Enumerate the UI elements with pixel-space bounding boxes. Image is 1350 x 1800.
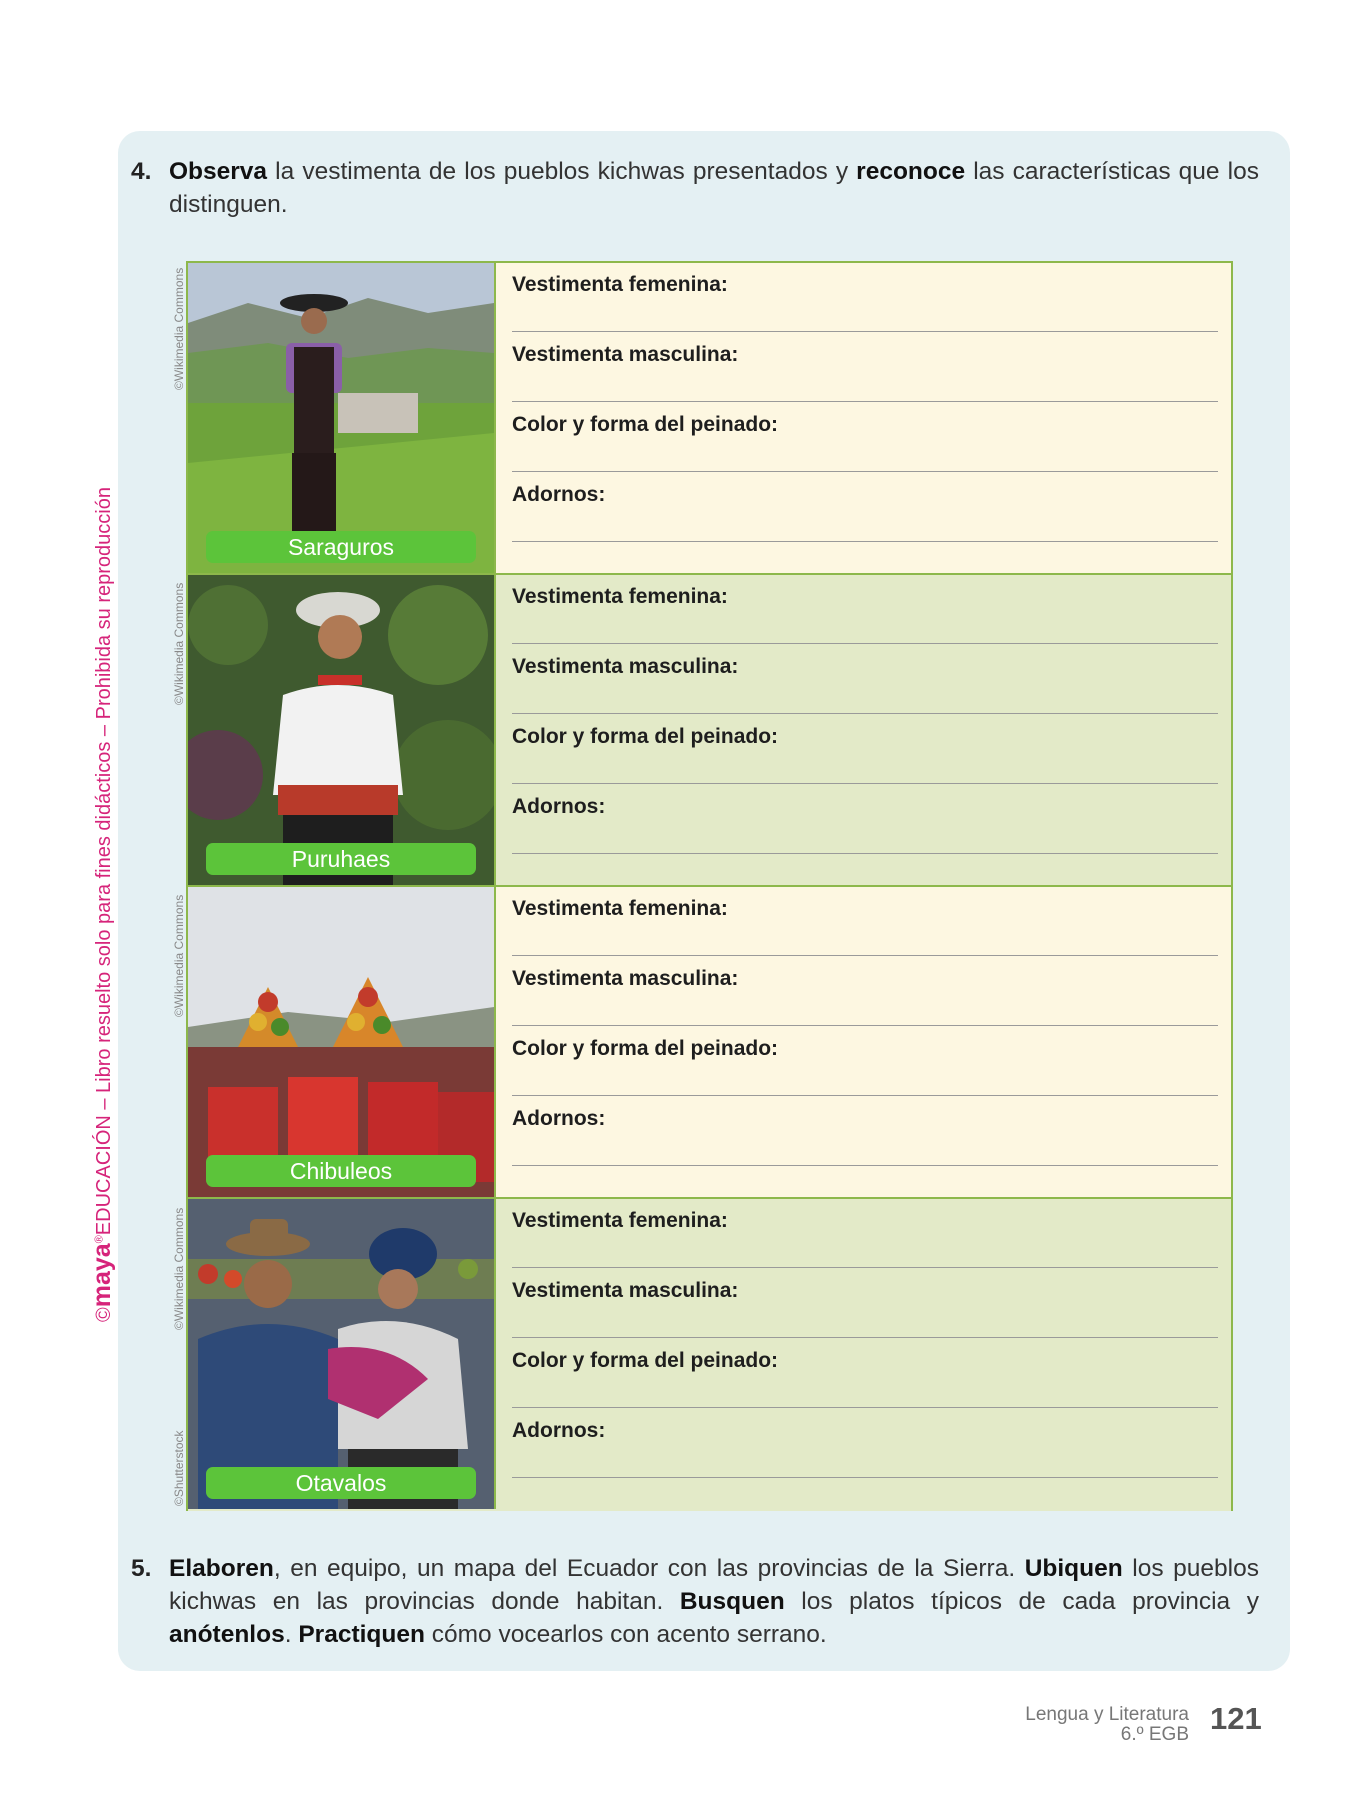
field-vestimenta-femenina[interactable]: Vestimenta femenina: [506, 1199, 1218, 1269]
subject-name: Lengua y Literatura [1025, 1704, 1189, 1725]
chibuleos-photo [188, 887, 496, 1197]
question-number: 5. [131, 1555, 152, 1582]
answer-line [512, 401, 1218, 402]
field-vestimenta-masculina[interactable]: Vestimenta masculina: [506, 333, 1218, 403]
field-peinado[interactable]: Color y forma del peinado: [506, 1339, 1218, 1409]
observation-table [186, 261, 1233, 1511]
field-adornos[interactable]: Adornos: [506, 1409, 1218, 1479]
answer-line [512, 1165, 1218, 1166]
publisher-logo: maya [88, 1243, 116, 1308]
field-vestimenta-masculina[interactable]: Vestimenta masculina: [506, 1269, 1218, 1339]
field-adornos[interactable]: Adornos: [506, 785, 1218, 855]
answer-line [512, 471, 1218, 472]
table-row [188, 263, 1231, 575]
photo-credit: ©Wikimedia Commons [172, 582, 186, 705]
answer-line [512, 713, 1218, 714]
people-label: Puruhaes [206, 843, 476, 875]
answer-line [512, 1025, 1218, 1026]
copyright-notice: ©maya®EDUCACIÓN – Libro resuelto solo para fines didácticos – Prohibida su reproducción [88, 487, 116, 1322]
field-vestimenta-masculina[interactable]: Vestimenta masculina: [506, 645, 1218, 715]
answer-line [512, 955, 1218, 956]
grade-label: 6.º EGB [1120, 1724, 1189, 1745]
answer-line [512, 1267, 1218, 1268]
field-adornos[interactable]: Adornos: [506, 473, 1218, 543]
answer-line [512, 1407, 1218, 1408]
answer-line [512, 853, 1218, 854]
table-row [188, 1199, 1231, 1511]
photo-credit: ©Shutterstock [172, 1430, 186, 1506]
saraguros-photo [188, 263, 496, 573]
table-row [188, 887, 1231, 1199]
question-number: 4. [131, 158, 152, 185]
field-adornos[interactable]: Adornos: [506, 1097, 1218, 1167]
field-vestimenta-femenina[interactable]: Vestimenta femenina: [506, 887, 1218, 957]
footer-subject [1025, 1705, 1189, 1745]
people-label: Chibuleos [206, 1155, 476, 1187]
answer-line [512, 1477, 1218, 1478]
photo-credit: ©Wikimedia Commons [172, 267, 186, 390]
answer-line [512, 1337, 1218, 1338]
question-text: Observa la vestimenta de los pueblos kichwas presentados y reconoce las características que los distinguen. [169, 158, 1259, 218]
photo-credit: ©Wikimedia Commons [172, 894, 186, 1017]
table-row [188, 575, 1231, 887]
field-vestimenta-femenina[interactable]: Vestimenta femenina: [506, 263, 1218, 333]
field-vestimenta-masculina[interactable]: Vestimenta masculina: [506, 957, 1218, 1027]
answer-line [512, 643, 1218, 644]
photo-credit: ©Wikimedia Commons [172, 1207, 186, 1330]
field-vestimenta-femenina[interactable]: Vestimenta femenina: [506, 575, 1218, 645]
field-peinado[interactable]: Color y forma del peinado: [506, 403, 1218, 473]
people-label: Saraguros [206, 531, 476, 563]
field-peinado[interactable]: Color y forma del peinado: [506, 1027, 1218, 1097]
answer-line [512, 783, 1218, 784]
answer-line [512, 1095, 1218, 1096]
puruhaes-photo [188, 575, 496, 885]
people-label: Otavalos [206, 1467, 476, 1499]
question-text: Elaboren, en equipo, un mapa del Ecuador con las provincias de la Sierra. Ubiquen los pueblos kichwas en las provincias donde habitan. Busquen los platos típicos de cada provincia y anótenlos. Practiquen cómo vocearlos con acento serrano. [169, 1555, 1259, 1648]
question-5 [131, 1552, 1259, 1651]
page-number: 121 [1210, 1701, 1262, 1736]
answer-line [512, 331, 1218, 332]
question-4 [131, 155, 1259, 221]
answer-line [512, 541, 1218, 542]
field-peinado[interactable]: Color y forma del peinado: [506, 715, 1218, 785]
otavalos-photo [188, 1199, 496, 1509]
